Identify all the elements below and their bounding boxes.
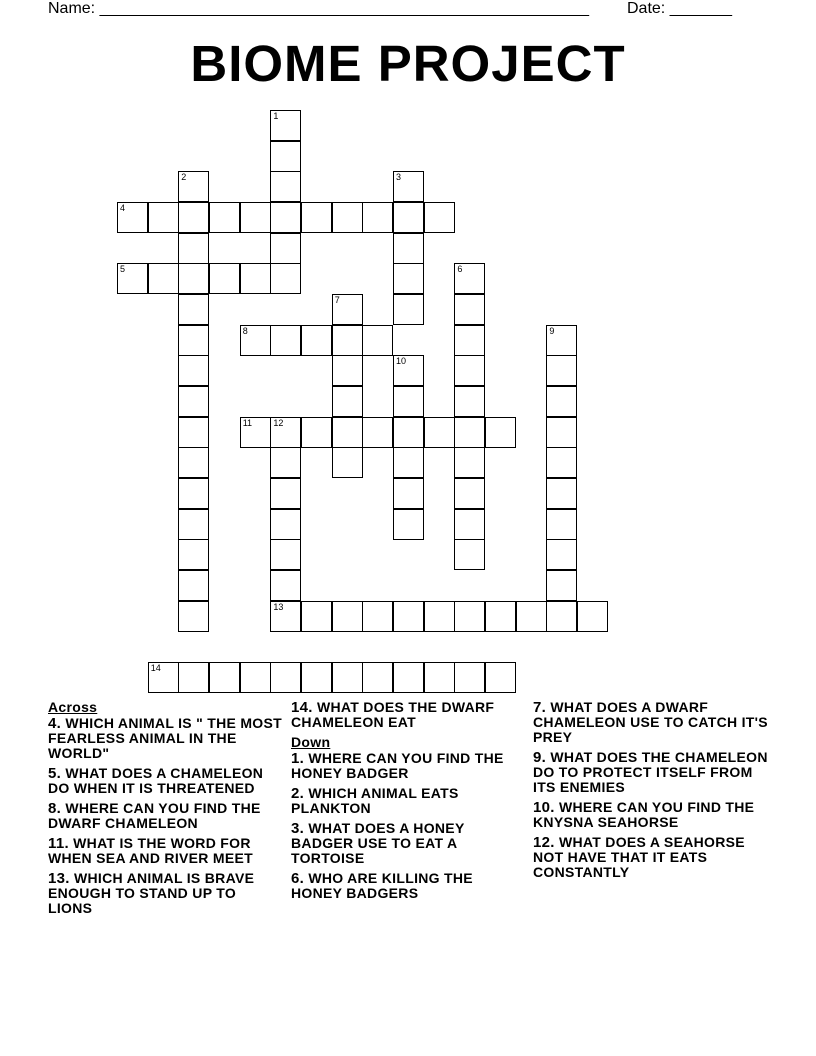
crossword-cell[interactable]	[393, 447, 424, 478]
crossword-cell[interactable]	[546, 509, 577, 540]
clue-number: 11	[242, 417, 253, 428]
crossword-cell[interactable]	[393, 662, 424, 693]
clue-down-3: 3. WHAT DOES A HONEY BADGER USE TO EAT A TORTOISE	[291, 820, 465, 866]
crossword-cell[interactable]	[240, 417, 271, 448]
crossword-cell[interactable]	[178, 386, 209, 417]
clues-column-1	[48, 700, 284, 921]
crossword-cell[interactable]	[393, 355, 424, 386]
crossword-cell[interactable]	[301, 202, 332, 233]
clue-down-7: 7. WHAT DOES A DWARF CHAMELEON USE TO CATCH IT'S PREY	[533, 699, 768, 745]
crossword-cell[interactable]	[270, 325, 301, 356]
crossword-cell[interactable]	[178, 539, 209, 570]
crossword-cell[interactable]	[270, 601, 301, 632]
clue-number: 6	[457, 264, 463, 275]
crossword-cell[interactable]	[117, 202, 148, 233]
crossword-cell[interactable]	[424, 601, 455, 632]
crossword-cell[interactable]	[178, 325, 209, 356]
crossword-cell[interactable]	[178, 509, 209, 540]
crossword-cell[interactable]	[332, 202, 363, 233]
crossword-cell[interactable]	[178, 233, 209, 264]
crossword-cell[interactable]	[485, 417, 516, 448]
crossword-cell[interactable]	[209, 263, 240, 294]
crossword-cell[interactable]	[393, 478, 424, 509]
crossword-cell[interactable]	[424, 202, 455, 233]
crossword-cell[interactable]	[332, 355, 363, 386]
crossword-cell[interactable]	[178, 447, 209, 478]
crossword-cell[interactable]	[240, 202, 271, 233]
crossword-cell[interactable]	[546, 570, 577, 601]
crossword-cell[interactable]	[393, 386, 424, 417]
crossword-cell[interactable]	[454, 294, 485, 325]
page-title: BIOME PROJECT	[190, 35, 626, 92]
crossword-cell[interactable]	[362, 202, 393, 233]
crossword-cell[interactable]	[454, 601, 485, 632]
crossword-cell[interactable]	[178, 417, 209, 448]
crossword-cell[interactable]	[393, 601, 424, 632]
crossword-cell[interactable]	[148, 263, 179, 294]
crossword-cell[interactable]	[301, 325, 332, 356]
crossword-cell[interactable]	[546, 355, 577, 386]
crossword-cell[interactable]	[270, 202, 301, 233]
crossword-cell[interactable]	[178, 263, 209, 294]
across-heading: Across	[48, 699, 98, 715]
clue-across-11: 11. WHAT IS THE WORD FOR WHEN SEA AND RIVER MEET	[48, 835, 253, 866]
clue-number: 14	[150, 663, 161, 674]
clue-down-10: 10. WHERE CAN YOU FIND THE KNYSNA SEAHORSE	[533, 799, 755, 830]
name-field-line[interactable]: Name: _______________________________________________________	[48, 0, 589, 17]
crossword-cell[interactable]	[485, 601, 516, 632]
crossword-cell[interactable]	[454, 662, 485, 693]
clue-down-6: 6. WHO ARE KILLING THE HONEY BADGERS	[291, 870, 473, 901]
crossword-cell[interactable]	[270, 478, 301, 509]
crossword-cell[interactable]	[178, 171, 209, 202]
crossword-cell[interactable]	[454, 417, 485, 448]
crossword-cell[interactable]	[485, 662, 516, 693]
crossword-cell[interactable]	[148, 202, 179, 233]
crossword-cell[interactable]	[148, 662, 179, 693]
crossword-cell[interactable]	[270, 539, 301, 570]
crossword-cell[interactable]	[178, 601, 209, 632]
crossword-cell[interactable]	[178, 478, 209, 509]
clue-number: 9	[549, 325, 555, 336]
crossword-cell[interactable]	[454, 509, 485, 540]
crossword-cell[interactable]	[454, 355, 485, 386]
crossword-cell[interactable]	[332, 325, 363, 356]
crossword-cell[interactable]	[270, 263, 301, 294]
crossword-cell[interactable]	[332, 294, 363, 325]
clue-down-12: 12. WHAT DOES A SEAHORSE NOT HAVE THAT IT EATS CONSTANTLY	[533, 834, 745, 880]
crossword-cell[interactable]	[424, 662, 455, 693]
crossword-cell[interactable]	[270, 141, 301, 172]
crossword-cell[interactable]	[270, 110, 301, 141]
clue-across-5: 5. WHAT DOES A CHAMELEON DO WHEN IT IS THREATENED	[48, 765, 264, 796]
clue-across-8: 8. WHERE CAN YOU FIND THE DWARF CHAMELEON	[48, 800, 261, 831]
crossword-cell[interactable]	[454, 325, 485, 356]
clues-column-2	[291, 700, 527, 906]
crossword-cell[interactable]	[178, 662, 209, 693]
crossword-cell[interactable]	[178, 570, 209, 601]
clue-down-2: 2. WHICH ANIMAL EATS PLANKTON	[291, 785, 459, 816]
crossword-cell[interactable]	[270, 417, 301, 448]
clue-number: 5	[120, 264, 126, 275]
crossword-cell[interactable]	[332, 601, 363, 632]
clue-number: 2	[181, 172, 187, 183]
crossword-cell[interactable]	[332, 447, 363, 478]
crossword-cell[interactable]	[516, 601, 547, 632]
clue-across-4: 4. WHICH ANIMAL IS " THE MOST FEARLESS ANIMAL IN THE WORLD"	[48, 715, 282, 761]
clue-down-1: 1. WHERE CAN YOU FIND THE HONEY BADGER	[291, 750, 504, 781]
crossword-cell[interactable]	[546, 447, 577, 478]
crossword-cell[interactable]	[117, 263, 148, 294]
clue-number: 3	[396, 172, 402, 183]
crossword-cell[interactable]	[393, 202, 424, 233]
clue-down-9: 9. WHAT DOES THE CHAMELEON DO TO PROTECT ITSELF FROM ITS ENEMIES	[533, 749, 768, 795]
crossword-cell[interactable]	[362, 417, 393, 448]
crossword-cell[interactable]	[301, 417, 332, 448]
crossword-cell[interactable]	[454, 386, 485, 417]
crossword-cell[interactable]	[393, 294, 424, 325]
crossword-cell[interactable]	[270, 171, 301, 202]
down-heading: Down	[291, 734, 331, 750]
crossword-cell[interactable]	[362, 601, 393, 632]
crossword-cell[interactable]	[454, 478, 485, 509]
crossword-cell[interactable]	[301, 601, 332, 632]
crossword-cell[interactable]	[546, 386, 577, 417]
crossword-cell[interactable]	[393, 263, 424, 294]
crossword-cell[interactable]	[424, 417, 455, 448]
clue-number: 10	[396, 356, 407, 367]
crossword-cell[interactable]	[454, 263, 485, 294]
crossword-cell[interactable]	[178, 202, 209, 233]
clue-number: 4	[120, 203, 126, 213]
crossword-cell[interactable]	[393, 171, 424, 202]
crossword-cell[interactable]	[362, 325, 393, 356]
crossword-cell[interactable]	[332, 417, 363, 448]
crossword-cell[interactable]	[240, 662, 271, 693]
crossword-cell[interactable]	[546, 601, 577, 632]
crossword-cell[interactable]	[178, 355, 209, 386]
crossword-cell[interactable]	[209, 202, 240, 233]
clue-across-14: 14. WHAT DOES THE DWARF CHAMELEON EAT	[291, 699, 495, 730]
crossword-cell[interactable]	[393, 417, 424, 448]
crossword-cell[interactable]	[546, 539, 577, 570]
crossword-cell[interactable]	[240, 263, 271, 294]
date-field-line[interactable]: Date: _______	[627, 0, 732, 17]
crossword-cell[interactable]	[178, 294, 209, 325]
crossword-cell[interactable]	[577, 601, 608, 632]
crossword-cell[interactable]	[332, 662, 363, 693]
crossword-cell[interactable]	[209, 662, 240, 693]
crossword-cell[interactable]	[546, 417, 577, 448]
crossword-cell[interactable]	[546, 325, 577, 356]
crossword-cell[interactable]	[270, 509, 301, 540]
crossword-cell[interactable]	[270, 662, 301, 693]
crossword-cell[interactable]	[270, 447, 301, 478]
crossword-cell[interactable]	[270, 233, 301, 264]
crossword-cell[interactable]	[270, 570, 301, 601]
crossword-cell[interactable]	[454, 447, 485, 478]
crossword-cell[interactable]	[362, 662, 393, 693]
clue-number: 7	[334, 295, 340, 305]
crossword-cell[interactable]	[240, 325, 271, 356]
crossword-cell[interactable]	[393, 233, 424, 264]
clue-across-13: 13. WHICH ANIMAL IS BRAVE ENOUGH TO STAND UP TO LIONS	[48, 870, 255, 916]
clues-column-3	[533, 700, 773, 885]
clue-number: 12	[273, 417, 284, 428]
crossword-cell[interactable]	[301, 662, 332, 693]
clue-number: 1	[273, 111, 279, 121]
crossword-cell[interactable]	[454, 539, 485, 570]
clue-number: 8	[242, 325, 248, 336]
clue-number: 13	[273, 601, 284, 612]
crossword-cell[interactable]	[393, 509, 424, 540]
crossword-cell[interactable]	[546, 478, 577, 509]
crossword-cell[interactable]	[332, 386, 363, 417]
